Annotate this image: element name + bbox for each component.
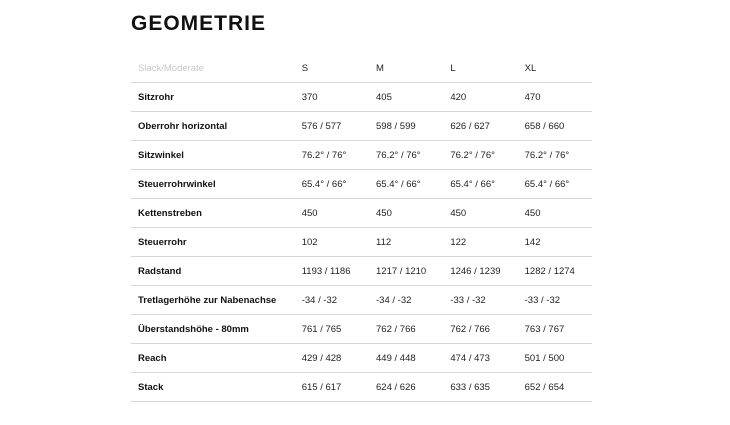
table-cell: -34 / -32 [295, 286, 369, 315]
table-cell: 450 [369, 199, 443, 228]
table-cell: 142 [518, 228, 592, 257]
table-cell: 102 [295, 228, 369, 257]
row-label: Radstand [131, 257, 295, 286]
header-size-xl: XL [518, 54, 592, 83]
row-label: Überstandshöhe - 80mm [131, 315, 295, 344]
table-row [131, 112, 592, 141]
table-cell: 450 [443, 199, 517, 228]
header-size-l: L [443, 54, 517, 83]
table-cell: 501 / 500 [518, 344, 592, 373]
header-size-m: M [369, 54, 443, 83]
header-size-s: S [295, 54, 369, 83]
table-row [131, 315, 592, 344]
table-cell: 762 / 766 [443, 315, 517, 344]
table-cell: 76.2° / 76° [369, 141, 443, 170]
table-cell: 576 / 577 [295, 112, 369, 141]
table-cell: -33 / -32 [443, 286, 517, 315]
table-cell: 65.4° / 66° [518, 170, 592, 199]
table-row [131, 373, 592, 402]
table-cell: 420 [443, 83, 517, 112]
table-header [131, 54, 592, 83]
table-cell: 763 / 767 [518, 315, 592, 344]
header-row [131, 54, 592, 83]
table-cell: 450 [295, 199, 369, 228]
table-body [131, 83, 592, 402]
table-cell: 370 [295, 83, 369, 112]
table-cell: 626 / 627 [443, 112, 517, 141]
table-cell: 65.4° / 66° [443, 170, 517, 199]
row-label: Steuerrohr [131, 228, 295, 257]
table-cell: 633 / 635 [443, 373, 517, 402]
table-cell: 429 / 428 [295, 344, 369, 373]
row-label: Sitzwinkel [131, 141, 295, 170]
row-label: Stack [131, 373, 295, 402]
table-cell: 658 / 660 [518, 112, 592, 141]
table-row [131, 228, 592, 257]
table-row [131, 170, 592, 199]
table-cell: 474 / 473 [443, 344, 517, 373]
table-row [131, 257, 592, 286]
table-row [131, 344, 592, 373]
page-title: GEOMETRIE [131, 12, 267, 35]
row-label: Sitzrohr [131, 83, 295, 112]
table-cell: 65.4° / 66° [295, 170, 369, 199]
table-cell: 76.2° / 76° [443, 141, 517, 170]
row-label: Tretlagerhöhe zur Nabenachse [131, 286, 295, 315]
row-label: Kettenstreben [131, 199, 295, 228]
table-cell: 449 / 448 [369, 344, 443, 373]
table-cell: -34 / -32 [369, 286, 443, 315]
table-cell: 76.2° / 76° [518, 141, 592, 170]
table-cell: 652 / 654 [518, 373, 592, 402]
table-cell: 1282 / 1274 [518, 257, 592, 286]
geometry-table [131, 54, 592, 402]
table-cell: 615 / 617 [295, 373, 369, 402]
table-cell: 598 / 599 [369, 112, 443, 141]
table-row [131, 199, 592, 228]
table-cell: -33 / -32 [518, 286, 592, 315]
table-cell: 1217 / 1210 [369, 257, 443, 286]
table-cell: 1193 / 1186 [295, 257, 369, 286]
table-cell: 1246 / 1239 [443, 257, 517, 286]
row-label: Steuerrohrwinkel [131, 170, 295, 199]
table-cell: 762 / 766 [369, 315, 443, 344]
table-cell: 470 [518, 83, 592, 112]
table-cell: 450 [518, 199, 592, 228]
table-row [131, 141, 592, 170]
header-label-cell: Slack/Moderate [131, 54, 295, 83]
table-cell: 761 / 765 [295, 315, 369, 344]
table-cell: 65.4° / 66° [369, 170, 443, 199]
table-cell: 112 [369, 228, 443, 257]
table-cell: 405 [369, 83, 443, 112]
table-cell: 122 [443, 228, 517, 257]
table-row [131, 286, 592, 315]
row-label: Reach [131, 344, 295, 373]
table-row [131, 83, 592, 112]
row-label: Oberrohr horizontal [131, 112, 295, 141]
table-cell: 624 / 626 [369, 373, 443, 402]
table-cell: 76.2° / 76° [295, 141, 369, 170]
